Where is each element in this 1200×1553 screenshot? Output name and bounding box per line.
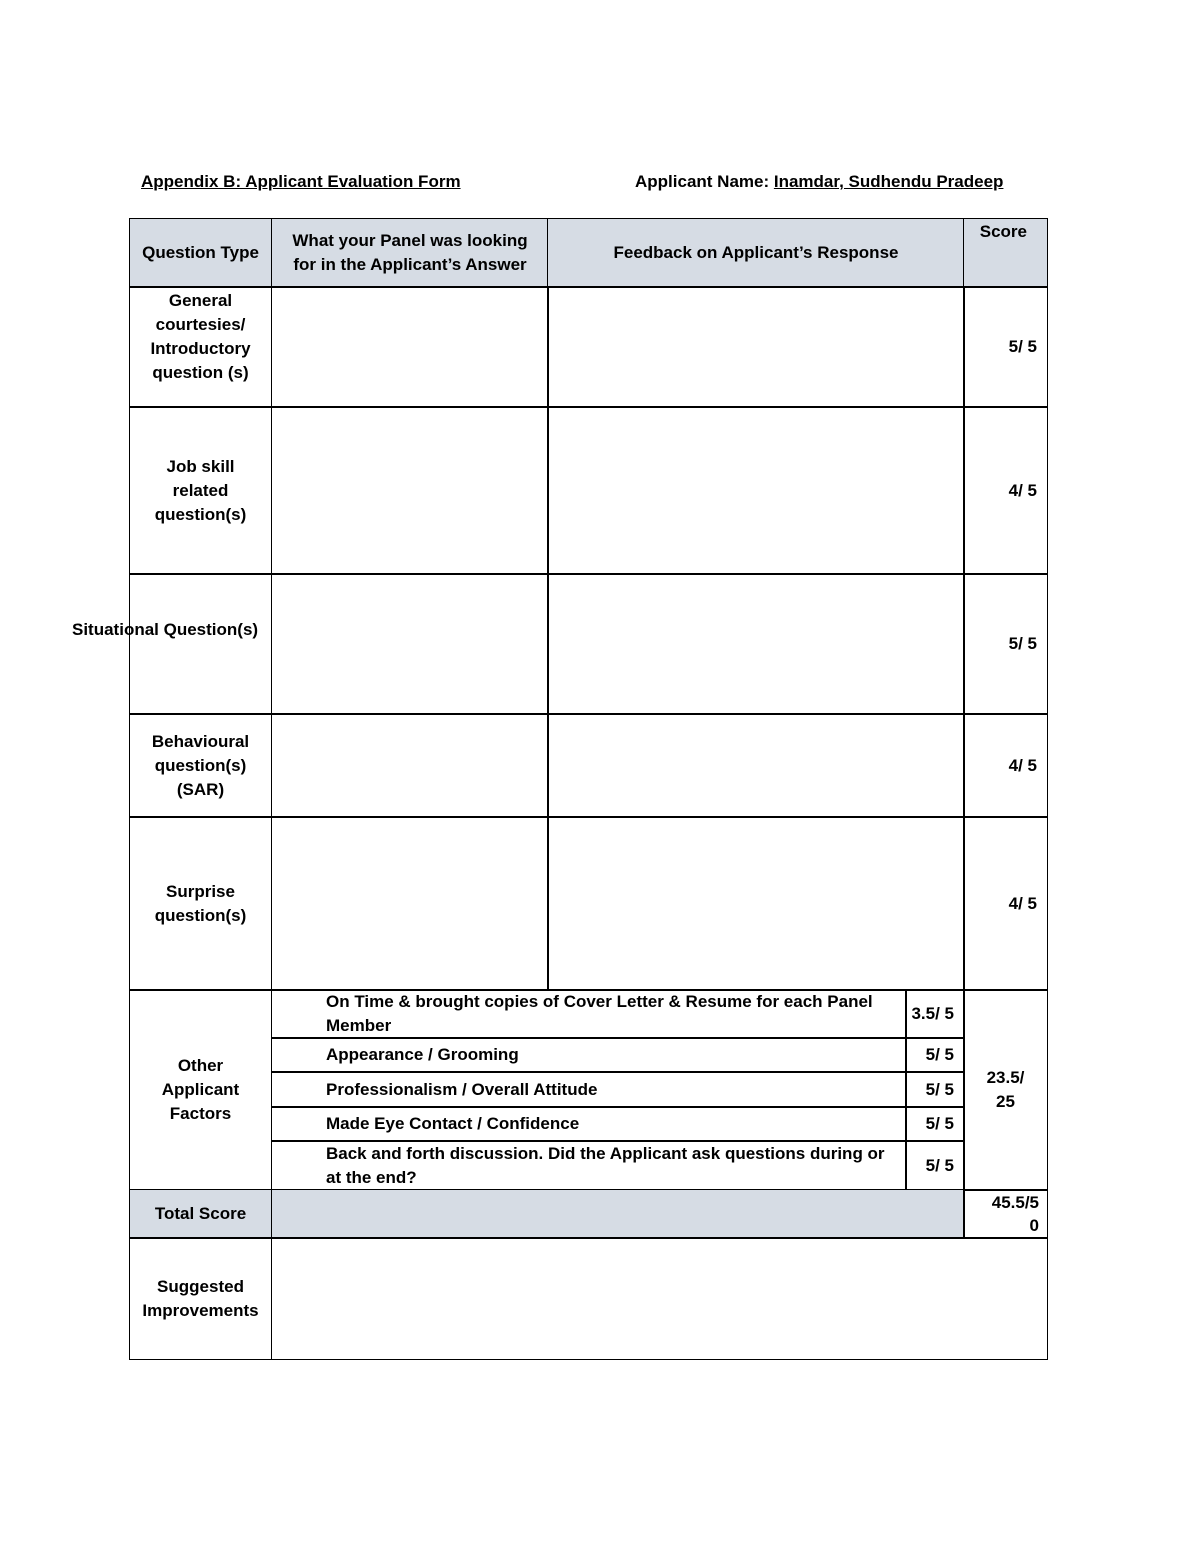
row-score-general-courtesies: 5/ 5 <box>963 286 1048 408</box>
row-score-situational: 5/ 5 <box>963 573 1048 715</box>
row-panel-cell <box>271 713 549 818</box>
row-label-situational: Situational Question(s) <box>72 620 259 639</box>
row-label-other-factors: Other Applicant Factors <box>129 989 272 1191</box>
col-header-panel-looking-for: What your Panel was looking for in the Applicant’s Answer <box>271 218 549 288</box>
row-feedback-cell <box>547 816 965 991</box>
factor-item-on-time: On Time & brought copies of Cover Letter & Resume for each Panel Member <box>271 989 907 1039</box>
factor-score-appearance: 5/ 5 <box>905 1037 965 1073</box>
total-score-value: 45.5/5 0 <box>963 1189 1048 1239</box>
row-feedback-cell <box>547 573 965 715</box>
factor-score-discussion: 5/ 5 <box>905 1140 965 1191</box>
row-panel-cell <box>271 573 549 715</box>
suggested-improvements-field[interactable] <box>271 1237 1048 1360</box>
col-header-question-type: Question Type <box>129 218 272 288</box>
factor-item-eye-contact: Made Eye Contact / Confidence <box>271 1106 907 1142</box>
factor-item-discussion: Back and forth discussion. Did the Applicant ask questions during or at the end? <box>271 1140 907 1191</box>
factor-score-eye-contact: 5/ 5 <box>905 1106 965 1142</box>
other-factors-total: 23.5/ 25 <box>963 989 1048 1191</box>
factor-score-professionalism: 5/ 5 <box>905 1071 965 1108</box>
row-label-cell-situational <box>129 573 272 715</box>
total-score-label: Total Score <box>129 1189 272 1239</box>
row-score-job-skill: 4/ 5 <box>963 406 1048 575</box>
row-panel-cell <box>271 406 549 575</box>
row-label-behavioural: Behavioural question(s) (SAR) <box>129 713 272 818</box>
row-label-general-courtesies: General courtesies/ Introductory question (s) <box>129 286 272 408</box>
factor-score-on-time: 3.5/ 5 <box>905 989 965 1039</box>
row-label-job-skill: Job skill related question(s) <box>129 406 272 575</box>
row-feedback-cell <box>547 713 965 818</box>
form-title: Appendix B: Applicant Evaluation Form <box>141 172 461 191</box>
suggested-improvements-label: Suggested Improvements <box>129 1237 272 1360</box>
col-header-feedback: Feedback on Applicant’s Response <box>547 218 965 288</box>
row-score-surprise: 4/ 5 <box>963 816 1048 991</box>
row-feedback-cell <box>547 406 965 575</box>
row-feedback-cell <box>547 286 965 408</box>
total-score-spacer <box>271 1189 965 1239</box>
applicant-name: Inamdar, Sudhendu Pradeep <box>773 172 1004 191</box>
row-score-behavioural: 4/ 5 <box>963 713 1048 818</box>
row-panel-cell <box>271 816 549 991</box>
applicant-name-line <box>635 172 1003 192</box>
col-header-score: Score <box>963 218 1048 288</box>
factor-item-professionalism: Professionalism / Overall Attitude <box>271 1071 907 1108</box>
row-panel-cell <box>271 286 549 408</box>
row-label-surprise: Surprise question(s) <box>129 816 272 991</box>
applicant-name-label: Applicant Name: <box>635 172 770 191</box>
factor-item-appearance: Appearance / Grooming <box>271 1037 907 1073</box>
